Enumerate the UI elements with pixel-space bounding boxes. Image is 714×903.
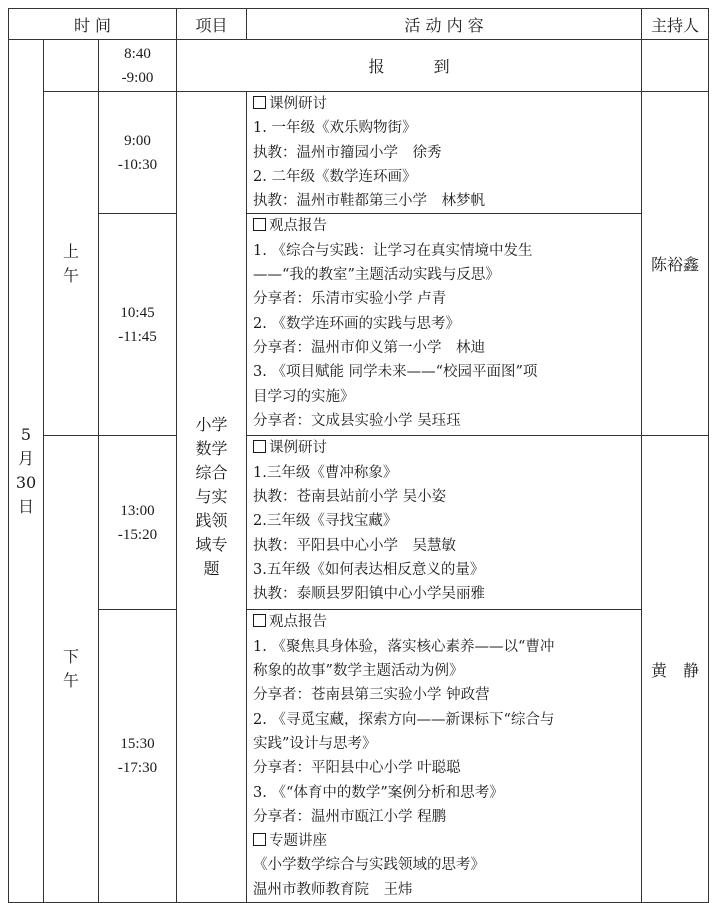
content-line: 称象的故事”数学主题活动为例》 bbox=[253, 663, 464, 680]
content-line: 2. 《数学连环画的实践与思考》 bbox=[253, 315, 460, 332]
content-line: 《小学数学综合与实践领域的思考》 bbox=[253, 857, 486, 874]
content-line: 3. 《“体育中的数学”案例分析和思考》 bbox=[253, 784, 504, 801]
content-line: 2.三年级《寻找宝藏》 bbox=[253, 513, 398, 530]
header-content: 活 动 内 容 bbox=[247, 9, 642, 40]
session-heading: 观点报告 bbox=[253, 214, 641, 238]
content-line: 执教：温州市籀园小学 徐秀 bbox=[253, 144, 442, 161]
date-part: 30 bbox=[15, 473, 37, 493]
registration-host-cell bbox=[642, 40, 709, 92]
content-line: ——“我的教室”主题活动实践与反思》 bbox=[253, 267, 500, 284]
content-line: 分享者：温州市仰义第一小学 林迪 bbox=[253, 339, 486, 356]
content-line: 分享者：温州市瓯江小学 程鹏 bbox=[253, 808, 447, 825]
session-content bbox=[247, 436, 642, 610]
content-line: 3. 《项目赋能 同学未来——“校园平面图”项 bbox=[253, 364, 538, 381]
afternoon-session-1 bbox=[9, 436, 709, 610]
date-cell bbox=[9, 40, 44, 903]
checkbox-icon bbox=[253, 833, 266, 846]
date-part: 5 bbox=[20, 425, 32, 445]
session-heading: 课例研讨 bbox=[253, 436, 641, 460]
session-time: 9:00 -10:30 bbox=[99, 92, 177, 214]
content-line: 1. 《综合与实践：让学习在真实情境中发生 bbox=[253, 242, 533, 259]
session-time: 10:45 -11:45 bbox=[99, 214, 177, 436]
session-time: 15:30 -17:30 bbox=[99, 610, 177, 903]
checkbox-icon bbox=[253, 96, 266, 109]
afternoon-host: 黄 静 bbox=[642, 436, 709, 903]
morning-session-1 bbox=[9, 92, 709, 214]
afternoon-session-2 bbox=[9, 610, 709, 903]
checkbox-icon bbox=[253, 440, 266, 453]
session-heading: 专题讲座 bbox=[253, 829, 641, 853]
content-line: 执教：温州市鞋都第三小学 林梦帆 bbox=[253, 193, 486, 210]
checkbox-icon bbox=[253, 614, 266, 627]
morning-host: 陈裕鑫 bbox=[642, 92, 709, 436]
afternoon-label: 下 午 bbox=[44, 436, 99, 903]
content-line: 温州市教师教育院 王炜 bbox=[253, 881, 413, 898]
checkbox-icon bbox=[253, 218, 266, 231]
date-part: 日 bbox=[17, 497, 34, 517]
session-content bbox=[247, 92, 642, 214]
content-line: 执教：苍南县站前小学 吴小姿 bbox=[253, 489, 447, 506]
session-content bbox=[247, 214, 642, 436]
morning-label: 上 午 bbox=[44, 92, 99, 436]
schedule-table bbox=[8, 8, 709, 903]
content-line: 目学习的实施》 bbox=[253, 388, 355, 405]
header-host: 主持人 bbox=[642, 9, 709, 40]
header-time: 时 间 bbox=[9, 9, 177, 40]
registration-time: 8:40 -9:00 bbox=[99, 40, 177, 92]
content-line: 分享者：苍南县第三实验小学 钟政营 bbox=[253, 687, 490, 704]
content-line: 1. 《聚焦具身体验，落实核心素养——以“曹冲 bbox=[253, 638, 555, 655]
content-line: 2. 二年级《数学连环画》 bbox=[253, 168, 417, 185]
session-time: 13:00 -15:20 bbox=[99, 436, 177, 610]
registration-row bbox=[9, 40, 709, 92]
header-row bbox=[9, 9, 709, 40]
project-cell: 小学 数学 综合 与实 践领 域专 题 bbox=[177, 92, 247, 903]
registration-period-cell bbox=[44, 40, 99, 92]
content-line: 1.三年级《曹冲称象》 bbox=[253, 464, 398, 481]
content-line: 1. 一年级《欢乐购物街》 bbox=[253, 120, 417, 137]
content-line: 3.五年级《如何表达相反意义的量》 bbox=[253, 561, 485, 578]
content-line: 分享者：乐清市实验小学 卢青 bbox=[253, 291, 447, 308]
content-line: 执教：泰顺县罗阳镇中心小学吴丽雅 bbox=[253, 586, 486, 603]
header-project: 项目 bbox=[177, 9, 247, 40]
session-heading: 观点报告 bbox=[253, 610, 641, 634]
registration-label: 报 到 bbox=[177, 40, 642, 92]
date-part: 月 bbox=[17, 449, 34, 469]
content-line: 2. 《寻觅宝藏，探索方向——新课标下“综合与 bbox=[253, 711, 555, 728]
session-heading: 课例研讨 bbox=[253, 92, 641, 116]
content-line: 执教：平阳县中心小学 吴慧敏 bbox=[253, 537, 457, 554]
content-line: 实践”设计与思考》 bbox=[253, 735, 377, 752]
content-line: 分享者：文成县实验小学 吴珏珏 bbox=[253, 412, 461, 429]
session-content bbox=[247, 610, 642, 903]
morning-session-2 bbox=[9, 214, 709, 436]
content-line: 分享者：平阳县中心小学 叶聪聪 bbox=[253, 760, 461, 777]
